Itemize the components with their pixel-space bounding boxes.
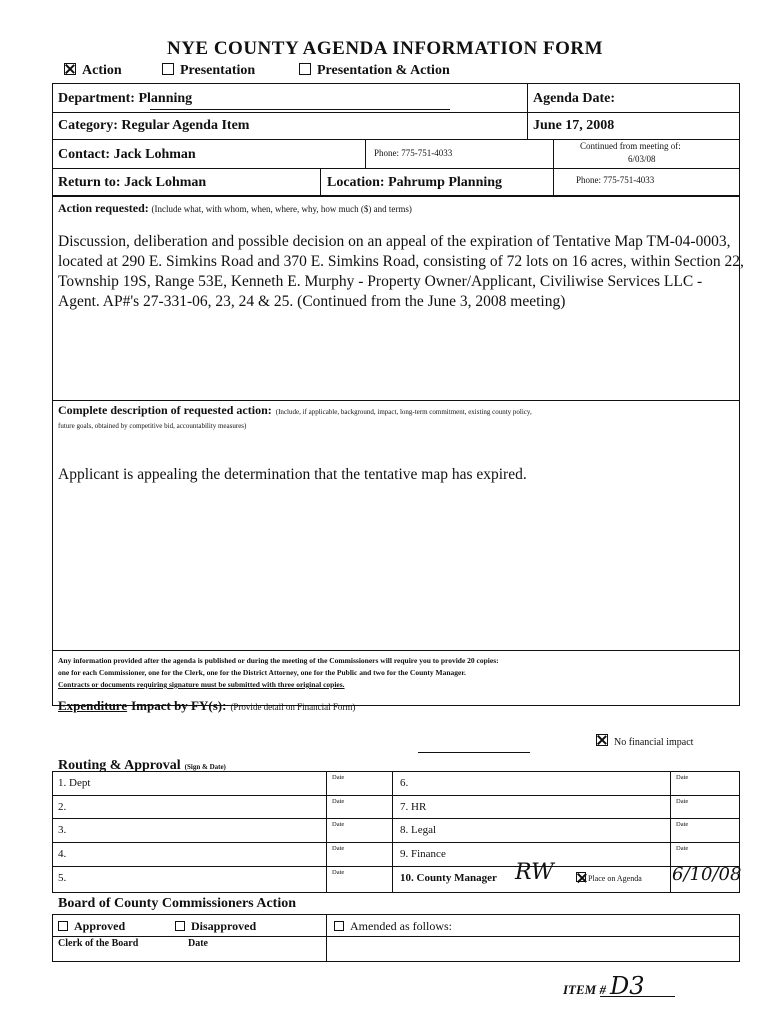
- amended-label: Amended as follows:: [350, 919, 452, 933]
- action-line: located at 290 E. Simkins Road and 370 E. Simkins Road, consisting of 72 lots on 16 acres, within Section 22,: [58, 253, 744, 270]
- action-line: Township 19S, Range 53E, Kenneth E. Murphy - Property Owner/Applicant, Civiliwise Services LLC -: [58, 273, 703, 290]
- board-date-label: Date: [188, 938, 208, 949]
- expenditure-underline: [418, 752, 530, 753]
- amended-option[interactable]: [334, 919, 452, 934]
- option-presentation-action-label: Presentation & Action: [317, 63, 450, 78]
- divider: [52, 112, 740, 113]
- continued-value: 6/03/08: [628, 154, 656, 164]
- option-presentation[interactable]: [162, 63, 255, 79]
- place-on-agenda-checkbox[interactable]: [576, 872, 586, 882]
- divider: [527, 83, 528, 139]
- no-financial-impact[interactable]: [596, 734, 693, 748]
- clerk-of-board-label: Clerk of the Board: [58, 938, 139, 949]
- divider: [365, 139, 366, 168]
- option-presentation-label: Presentation: [180, 63, 256, 78]
- place-on-agenda[interactable]: [576, 872, 642, 883]
- action-requested-text: [58, 232, 748, 312]
- divider: [52, 818, 740, 819]
- routing-row-hr[interactable]: 7. HR: [400, 801, 427, 813]
- routing-row-county-manager[interactable]: 10. County Manager: [400, 872, 497, 884]
- presentation-checkbox[interactable]: [162, 63, 174, 75]
- location-field: [327, 175, 502, 191]
- approved-label: Approved: [74, 919, 126, 933]
- item-underline: [600, 996, 675, 997]
- action-line: Discussion, deliberation and possible decision on an appeal of the expiration of Tentative Map TM-04-0003,: [58, 233, 731, 250]
- date-label: Date: [676, 798, 689, 805]
- date-label: Date: [676, 821, 689, 828]
- divider: [392, 771, 393, 893]
- county-manager-signature: RW: [515, 860, 554, 885]
- divider: [52, 866, 740, 867]
- date-label: Date: [332, 845, 345, 852]
- action-requested-heading: [58, 201, 412, 216]
- return-value: Jack Lohman: [124, 175, 207, 190]
- date-label: Date: [332, 798, 345, 805]
- disapproved-option[interactable]: [175, 919, 256, 934]
- action-checkbox[interactable]: [64, 63, 76, 75]
- return-label: Return to:: [58, 175, 121, 190]
- contact-field: [58, 147, 196, 163]
- contact-phone: Phone: 775-751-4033: [374, 148, 453, 158]
- complete-description-hint: future goals, obtained by competitive bid, accountability measures): [58, 422, 247, 430]
- place-on-agenda-label: Place on Agenda: [588, 874, 642, 883]
- no-financial-impact-label: No financial impact: [614, 737, 694, 748]
- date-label: Date: [676, 774, 689, 781]
- divider: [326, 771, 327, 893]
- divider: [52, 400, 740, 401]
- location-value: Pahrump Planning: [388, 175, 503, 190]
- presentation-action-checkbox[interactable]: [299, 63, 311, 75]
- notice-line: Any information provided after the agenda is published or during the meeting of the Commissioners will require you to provide 20 copies:: [58, 656, 499, 665]
- board-action-title: Board of County Commissioners Action: [58, 896, 297, 911]
- routing-row-finance[interactable]: 9. Finance: [400, 848, 446, 860]
- option-presentation-action[interactable]: [299, 63, 450, 79]
- return-to-field: [58, 175, 206, 191]
- expenditure-hint: (Provide detail on Financial Form): [230, 702, 356, 712]
- routing-row-dept[interactable]: 1. Dept: [58, 777, 91, 789]
- action-line: Agent. AP#'s 27-331-06, 23, 24 & 25. (Continued from the June 3, 2008 meeting): [58, 293, 566, 310]
- continued-label: Continued from meeting of:: [580, 141, 681, 151]
- complete-description-hint: (Include, if applicable, background, impact, long-term commitment, existing county policy,: [275, 408, 532, 416]
- category-field: [58, 118, 249, 134]
- contact-label: Contact:: [58, 147, 111, 162]
- location-label: Location:: [327, 175, 385, 190]
- routing-row-4[interactable]: 4.: [58, 848, 67, 860]
- copies-notice: [58, 655, 748, 691]
- return-phone: Phone: 775-751-4033: [576, 175, 655, 185]
- divider: [52, 168, 740, 169]
- action-requested-hint: (Include what, with whom, when, where, why, how much ($) and terms): [151, 204, 412, 214]
- divider: [326, 914, 327, 962]
- complete-description-label: Complete description of requested action:: [58, 403, 272, 417]
- department-label: Department:: [58, 91, 135, 106]
- option-action[interactable]: [64, 63, 122, 79]
- disapproved-label: Disapproved: [191, 919, 257, 933]
- divider: [320, 168, 321, 196]
- department-underline: [150, 109, 450, 110]
- department-value: Planning: [138, 91, 193, 106]
- option-action-label: Action: [82, 63, 122, 78]
- agenda-date-label: Agenda Date:: [533, 91, 616, 106]
- category-value: Regular Agenda Item: [121, 118, 250, 133]
- action-requested-label: Action requested:: [58, 201, 149, 215]
- divider: [52, 842, 740, 843]
- complete-description-heading: [58, 404, 738, 432]
- routing-row-legal[interactable]: 8. Legal: [400, 824, 437, 836]
- notice-line: one for each Commissioner, one for the Clerk, one for the District Attorney, one for the Public and two for the County Manager.: [58, 668, 466, 677]
- divider: [52, 795, 740, 796]
- routing-subtitle: (Sign & Date): [184, 763, 226, 771]
- item-value: D3: [609, 972, 645, 1000]
- routing-row-6[interactable]: 6.: [400, 777, 409, 789]
- category-label: Category:: [58, 118, 118, 133]
- routing-row-3[interactable]: 3.: [58, 824, 67, 836]
- agenda-date-value: June 17, 2008: [533, 118, 615, 133]
- amended-checkbox[interactable]: [334, 921, 344, 931]
- notice-line: Contracts or documents requiring signature must be submitted with three original copies.: [58, 680, 345, 689]
- disapproved-checkbox[interactable]: [175, 921, 185, 931]
- routing-title: Routing & Approval: [58, 758, 181, 773]
- contact-value: Jack Lohman: [113, 147, 196, 162]
- divider: [670, 771, 671, 893]
- date-label: Date: [332, 821, 345, 828]
- date-label: Date: [332, 774, 345, 781]
- signed-date: 6/10/08: [672, 864, 742, 885]
- no-financial-impact-checkbox[interactable]: [596, 734, 608, 746]
- expenditure-heading: [58, 697, 355, 715]
- item-label: ITEM #: [563, 982, 606, 997]
- divider: [52, 936, 740, 937]
- divider: [553, 139, 554, 196]
- divider: [52, 139, 740, 140]
- expenditure-label: Expenditure: [58, 698, 128, 713]
- department-field: [58, 91, 192, 107]
- complete-description-text: Applicant is appealing the determination that the tentative map has expired.: [58, 466, 527, 483]
- form-title: NYE COUNTY AGENDA INFORMATION FORM: [166, 38, 604, 59]
- approved-checkbox[interactable]: [58, 921, 68, 931]
- approved-option[interactable]: [58, 919, 125, 934]
- date-label: Date: [676, 845, 689, 852]
- routing-row-2[interactable]: 2.: [58, 801, 67, 813]
- date-label: Date: [332, 869, 345, 876]
- divider: [52, 650, 740, 651]
- routing-row-5[interactable]: 5.: [58, 872, 67, 884]
- impact-label: Impact by FY(s):: [131, 698, 227, 713]
